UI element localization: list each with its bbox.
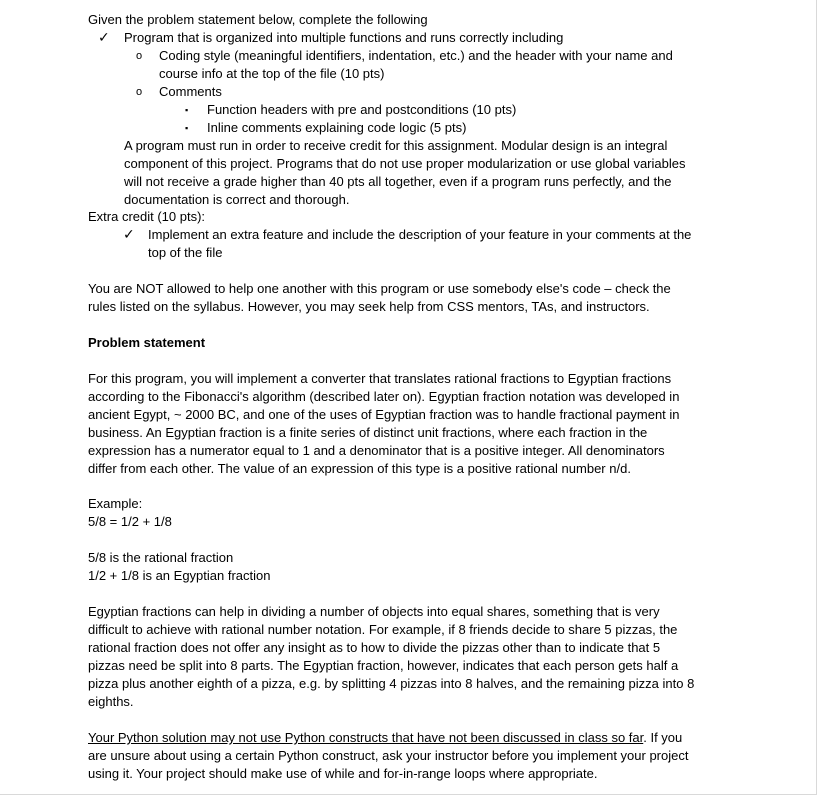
pizza-line-5: pizza plus another eighth of a pizza, e.g. by splitting 4 pizzas into 8 halves, and the remaining pizza into 8 [88, 676, 695, 691]
requirement-inline-comments: Inline comments explaining code logic (5 pts) [207, 120, 467, 135]
problem-heading: Problem statement [88, 335, 206, 350]
modular-paragraph-line-3: will not receive a grade higher than 40 pts all together, even if a program runs perfectly, and the [124, 174, 672, 189]
example-egyptian: 1/2 + 1/8 is an Egyptian fraction [88, 568, 271, 583]
example-equation: 5/8 = 1/2 + 1/8 [88, 514, 172, 529]
requirement-comments: Comments [159, 84, 222, 99]
extra-credit-item-line-1: Implement an extra feature and include the description of your feature in your comments at the [148, 227, 692, 242]
python-restriction-underlined: Your Python solution may not use Python constructs that have not been discussed in class so far [88, 730, 644, 745]
rules-line-1: You are NOT allowed to help one another with this program or use somebody else's code – check the [88, 281, 671, 296]
modular-paragraph-line-1: A program must run in order to receive credit for this assignment. Modular design is an integral [124, 138, 668, 153]
problem-line-2: according to the Fibonacci's algorithm (described later on). Egyptian fraction notation was developed in [88, 389, 680, 404]
python-line-2: are unsure about using a certain Python construct, ask your instructor before you implement your project [88, 748, 689, 763]
pizza-line-3: rational fraction does not offer any insight as to how to divide the pizzas other than to indicate that 5 [88, 640, 661, 655]
requirement-program: Program that is organized into multiple functions and runs correctly including [124, 30, 564, 45]
pizza-line-4: pizzas need be split into 8 parts. The Egyptian fraction, however, indicates that each person gets half a [88, 658, 679, 673]
example-label: Example: [88, 496, 143, 511]
circle-bullet-icon: o [136, 50, 143, 62]
pizza-line-1: Egyptian fractions can help in dividing a number of objects into equal shares, something that is very [88, 604, 660, 619]
intro-text: Given the problem statement below, complete the following [88, 12, 428, 27]
requirement-function-headers: Function headers with pre and postconditions (10 pts) [207, 102, 517, 117]
python-line-1 [88, 729, 682, 747]
problem-line-5: expression has a numerator equal to 1 and a denominator that is a positive integer. All denominators [88, 443, 665, 458]
requirement-coding-style-1: Coding style (meaningful identifiers, indentation, etc.) and the header with your name and [159, 48, 673, 63]
square-bullet-icon: ▪ [185, 123, 189, 133]
extra-credit-label: Extra credit (10 pts): [88, 209, 206, 224]
example-rational: 5/8 is the rational fraction [88, 550, 234, 565]
problem-line-1: For this program, you will implement a converter that translates rational fractions to Egyptian fractions [88, 371, 672, 386]
modular-paragraph-line-4: documentation is correct and thorough. [124, 192, 350, 207]
python-line-1-rest: . If you [643, 730, 683, 745]
problem-line-4: business. An Egyptian fraction is a finite series of distinct unit fractions, where each fraction in the [88, 425, 648, 440]
modular-paragraph-line-2: component of this project. Programs that do not use proper modularization or use global variables [124, 156, 686, 171]
square-bullet-icon: ▪ [185, 105, 189, 115]
pizza-line-6: eighths. [88, 694, 134, 709]
rules-line-2: rules listed on the syllabus. However, you may seek help from CSS mentors, TAs, and instructors. [88, 299, 650, 314]
problem-line-6: differ from each other. The value of an expression of this type is a positive rational number n/d. [88, 461, 631, 476]
requirement-coding-style-2: course info at the top of the file (10 pts) [159, 66, 385, 81]
checkmark-icon: ✓ [123, 226, 135, 242]
checkmark-icon: ✓ [98, 29, 110, 45]
problem-line-3: ancient Egypt, ~ 2000 BC, and one of the uses of Egyptian fraction was to handle fractional payment in [88, 407, 680, 422]
circle-bullet-icon: o [136, 86, 143, 98]
pizza-line-2: difficult to achieve with rational number notation. For example, if 8 friends decide to share 5 pizzas, the [88, 622, 678, 637]
python-line-3: using it. Your project should make use of while and for-in-range loops where appropriate. [88, 766, 598, 781]
extra-credit-item-line-2: top of the file [148, 245, 223, 260]
